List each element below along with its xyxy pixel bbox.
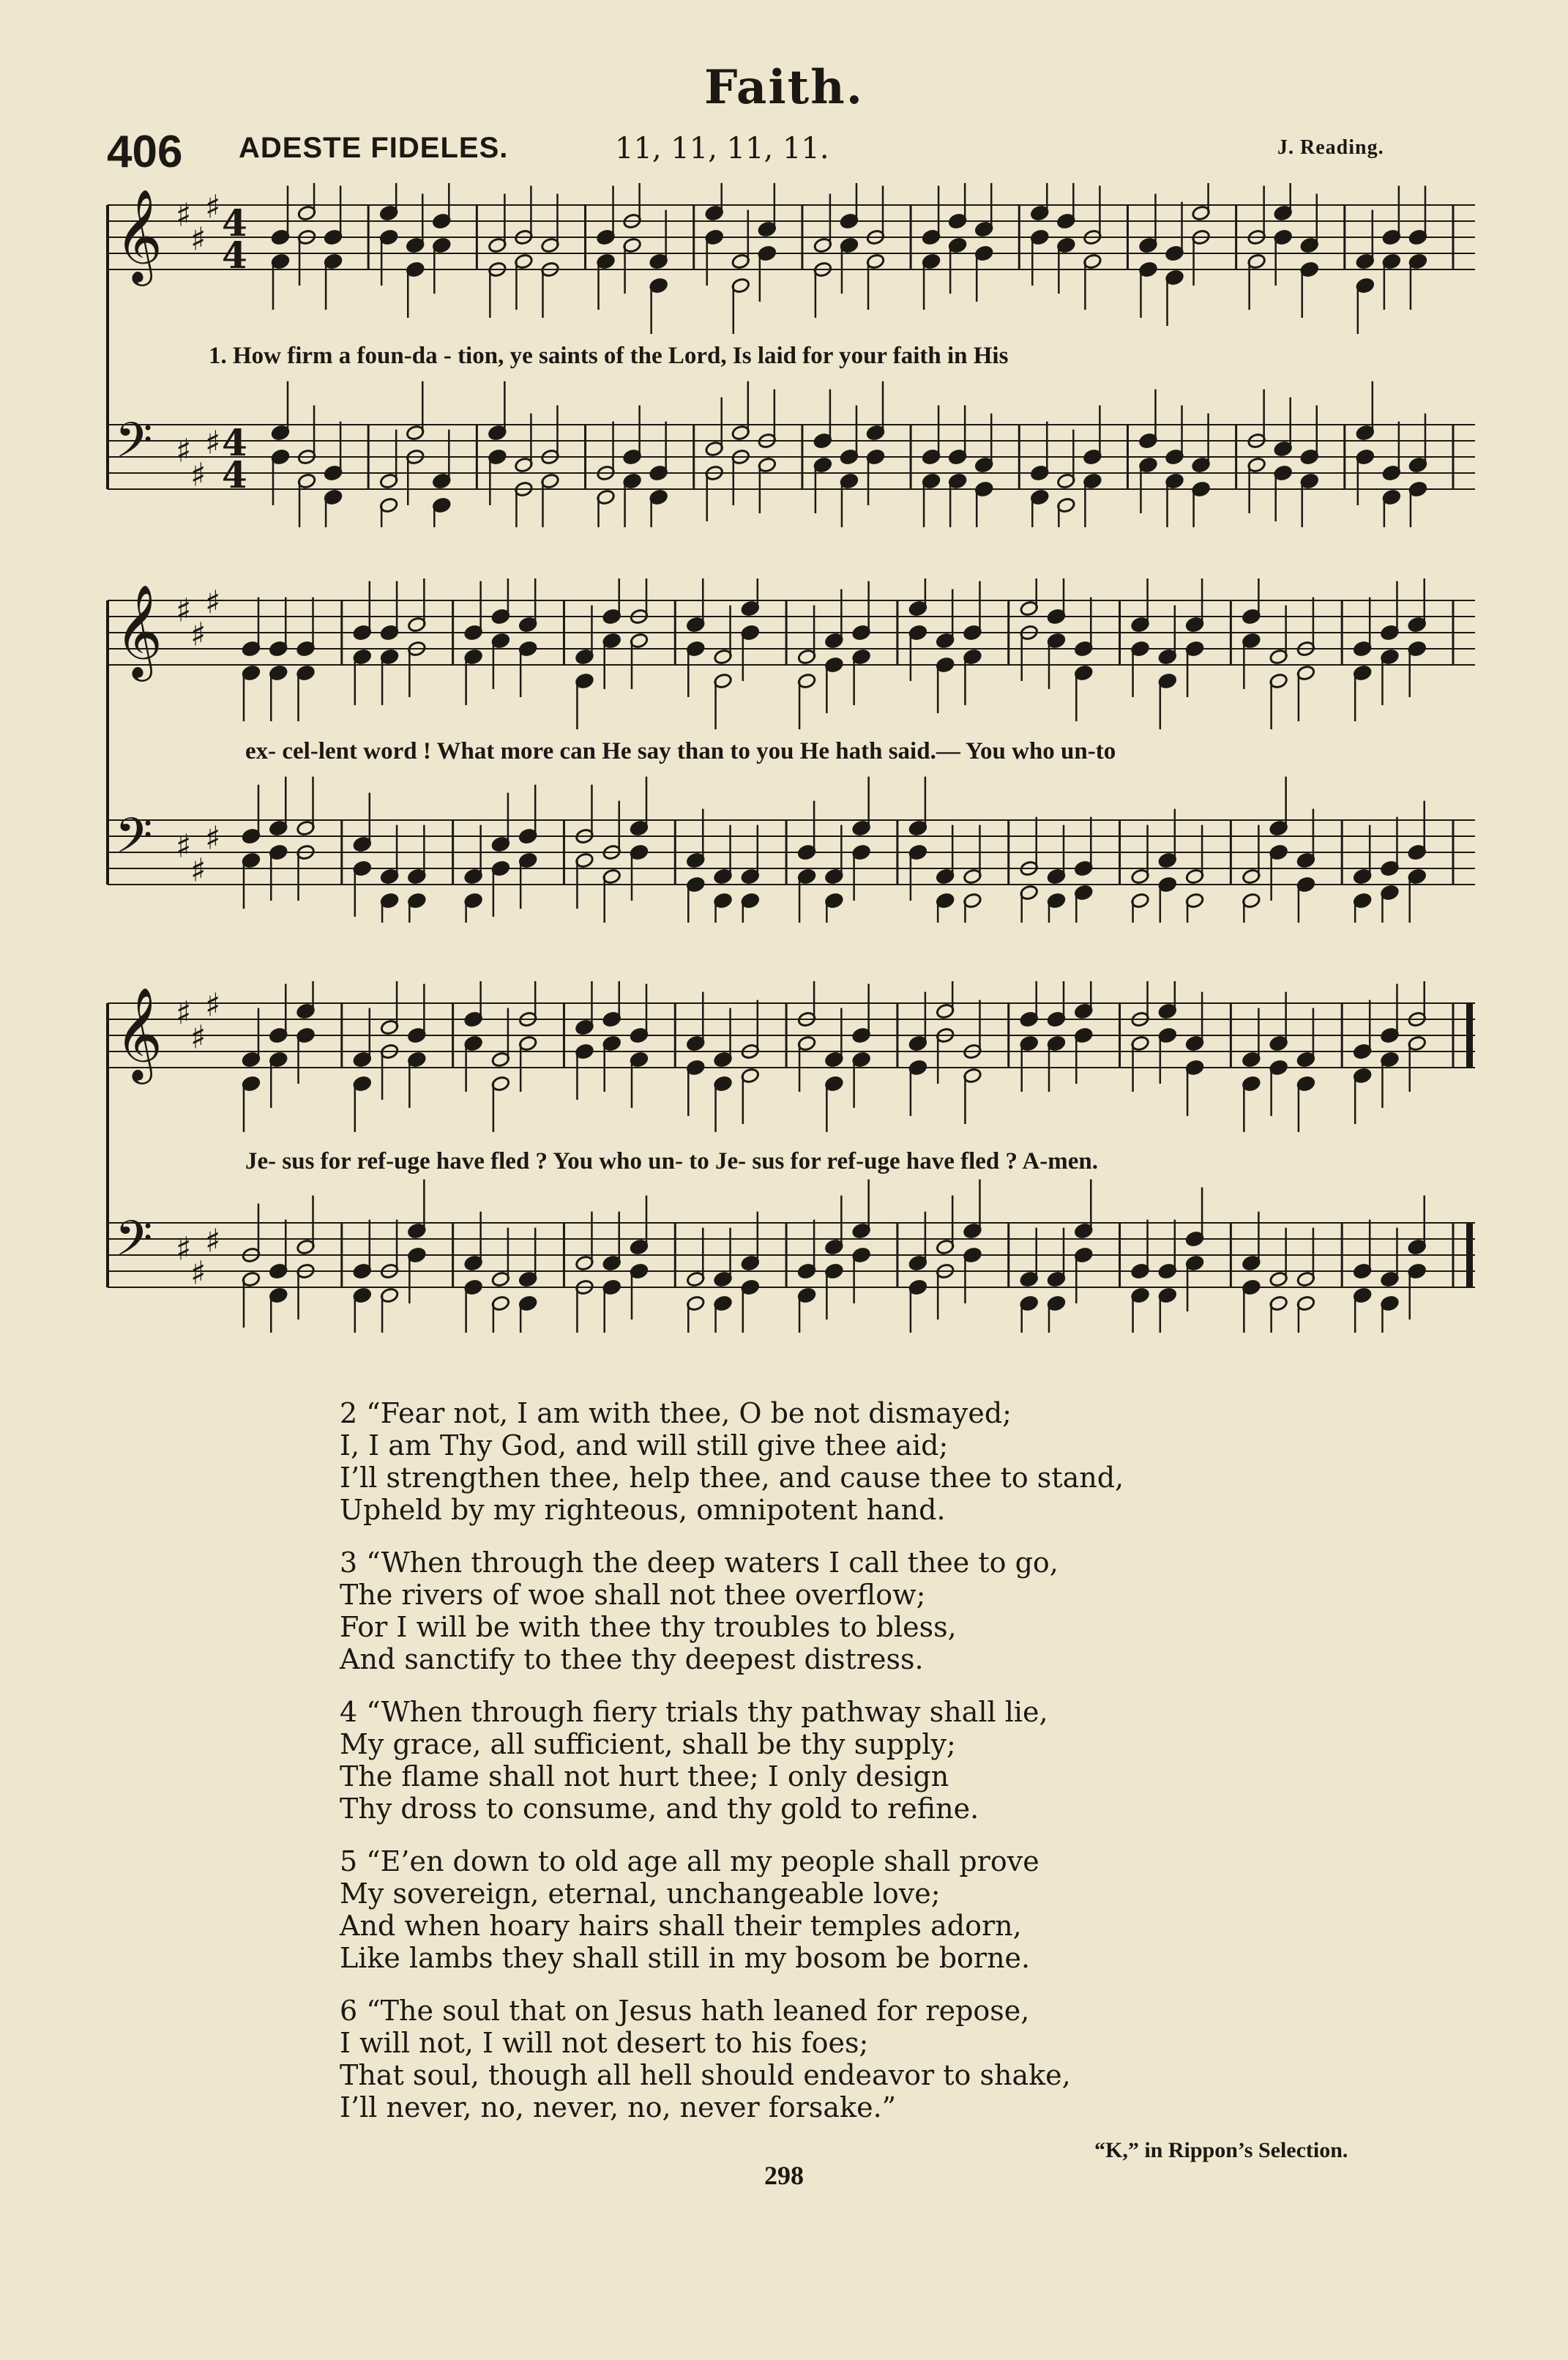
sharp-icon: ♯ xyxy=(205,584,221,622)
verse-line: 5 “E’en down to old age all my people shall prove xyxy=(340,1845,1039,1877)
meter: 11, 11, 11, 11. xyxy=(615,132,829,165)
section-title: Faith. xyxy=(703,60,865,115)
sharp-icon: ♯ xyxy=(205,1222,221,1260)
sharp-icon: ♯ xyxy=(205,188,221,226)
verse-line: 6 “The soul that on Jesus hath leaned for repose, xyxy=(340,1995,1030,2027)
page-number: 298 xyxy=(764,2161,804,2190)
verse-line: And sanctify to thee thy deepest distress. xyxy=(340,1643,924,1675)
lyric-line-3: Je- sus for ref-uge have fled ? You who un- to Je- sus for ref-uge have fled ? A-men. xyxy=(245,1148,1099,1175)
verse-line: That soul, though all hell should endeavor to shake, xyxy=(340,2059,1071,2091)
sharp-icon: ♯ xyxy=(205,986,221,1024)
sharp-icon: ♯ xyxy=(176,1230,192,1268)
sharp-icon: ♯ xyxy=(190,456,206,494)
verse-line: 4 “When through fiery trials thy pathway shall lie, xyxy=(340,1696,1048,1728)
composer: J. Reading. xyxy=(1277,136,1384,159)
verse-line: For I will be with thee thy troubles to bless, xyxy=(340,1611,957,1643)
treble-clef-icon: 𝄞 xyxy=(115,584,163,678)
time-signature: 4 xyxy=(222,233,247,277)
sharp-icon: ♯ xyxy=(205,424,221,462)
sharp-icon: ♯ xyxy=(190,220,206,258)
sharp-icon: ♯ xyxy=(176,432,192,470)
lyric-line-2: ex- cel-lent word ! What more can He say than to you He hath said.— You who un-to xyxy=(245,738,1116,764)
verse-line: I, I am Thy God, and will still give thee aid; xyxy=(340,1429,949,1462)
stanza-6 xyxy=(340,1995,1306,2123)
time-signature: 4 xyxy=(222,420,247,464)
music-system-1 xyxy=(106,183,1482,527)
music-system-3 xyxy=(106,981,1482,1333)
sharp-icon: ♯ xyxy=(176,994,192,1032)
verse-line: The rivers of woe shall not thee overflow; xyxy=(340,1579,926,1611)
sharp-icon: ♯ xyxy=(190,1019,206,1057)
tune-name: ADESTE FIDELES. xyxy=(239,132,509,164)
verse-line: My grace, all sufficient, shall be thy supply; xyxy=(340,1728,956,1760)
sharp-icon: ♯ xyxy=(176,196,192,234)
bass-clef-icon: 𝄢 xyxy=(115,1210,153,1279)
verse-line: Like lambs they shall still in my bosom be borne. xyxy=(340,1942,1031,1974)
time-signature: 4 xyxy=(222,201,247,245)
verse-line: I will not, I will not desert to his foes; xyxy=(340,2027,869,2059)
verse-line: Thy dross to consume, and thy gold to refine. xyxy=(340,1793,979,1825)
stanza-2 xyxy=(340,1397,1306,1526)
sharp-icon: ♯ xyxy=(205,819,221,857)
verse-line: And when hoary hairs shall their temples adorn, xyxy=(340,1910,1022,1942)
final-bar-line xyxy=(1466,1223,1473,1287)
bass-clef-icon: 𝄢 xyxy=(115,412,153,481)
verse-line: The flame shall not hurt thee; I only design xyxy=(340,1760,949,1793)
verses xyxy=(340,1397,1306,2144)
sharp-icon: ♯ xyxy=(176,592,192,630)
sharp-icon: ♯ xyxy=(190,616,206,654)
sharp-icon: ♯ xyxy=(176,827,192,866)
hymn-number: 406 xyxy=(107,127,183,177)
treble-clef-icon: 𝄞 xyxy=(115,986,163,1081)
time-signature: 4 xyxy=(222,453,247,496)
stanza-5 xyxy=(340,1845,1306,1974)
verse-line: Upheld by my righteous, omnipotent hand. xyxy=(340,1494,946,1526)
verse-line: I’ll strengthen thee, help thee, and cause thee to stand, xyxy=(340,1462,1124,1494)
lyric-line-1: 1. How firm a foun-da - tion, ye saints of the Lord, Is laid for your faith in His xyxy=(209,343,1009,369)
stanza-4 xyxy=(340,1696,1306,1825)
verse-line: I’ll never, no, never, no, never forsake.” xyxy=(340,2091,897,2123)
sharp-icon: ♯ xyxy=(190,852,206,890)
bass-clef-icon: 𝄢 xyxy=(115,808,153,876)
final-bar-line xyxy=(1466,1003,1473,1068)
verse-line: 2 “Fear not, I am with thee, O be not dismayed; xyxy=(340,1397,1012,1429)
sharp-icon: ♯ xyxy=(190,1254,206,1292)
treble-clef-icon: 𝄞 xyxy=(115,188,163,283)
verse-line: 3 “When through the deep waters I call thee to go, xyxy=(340,1546,1059,1579)
attribution: “K,” in Rippon’s Selection. xyxy=(1094,2138,1348,2162)
verse-line: My sovereign, eternal, unchangeable love; xyxy=(340,1877,941,1910)
stanza-3 xyxy=(340,1546,1306,1675)
music-system-2 xyxy=(106,578,1482,923)
